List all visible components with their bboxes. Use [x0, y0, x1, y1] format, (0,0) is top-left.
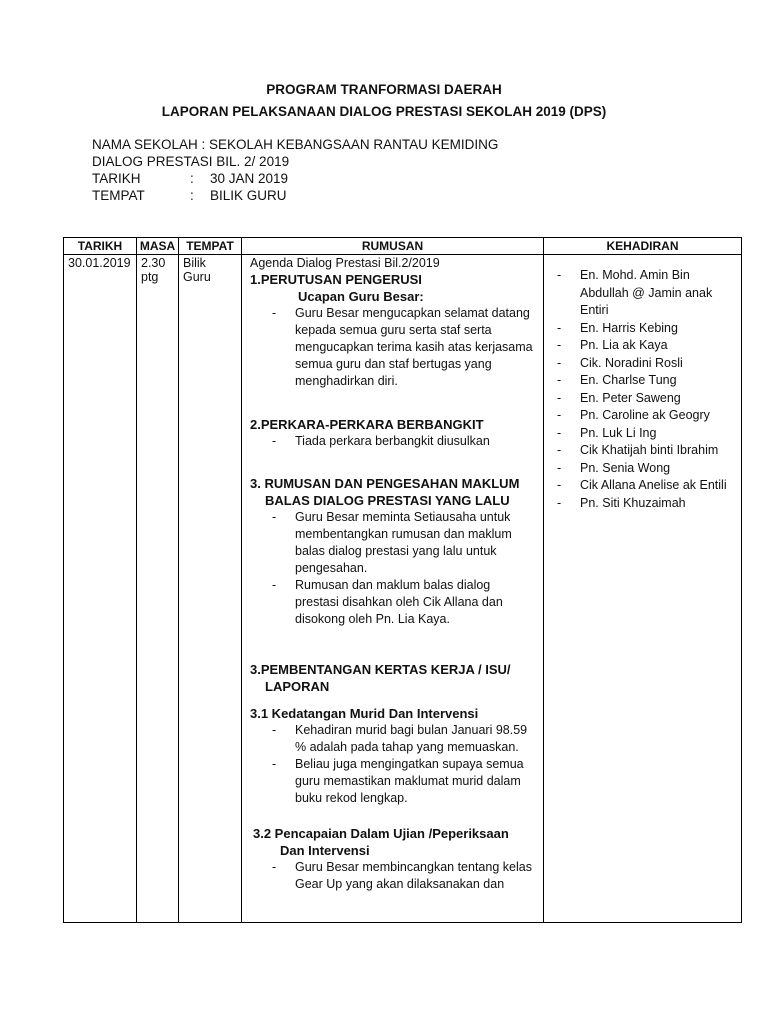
section-berbangkit-list: [250, 433, 537, 450]
list-item: - En. Harris Kebing: [557, 320, 678, 335]
header-masa: MASA: [137, 238, 179, 255]
list-item: - Tiada perkara berbangkit diusulkan: [272, 434, 490, 448]
list-item: - Guru Besar meminta Setiausaha untuk membentangkan rumusan dan maklum balas dialog prestasi yang lalu untuk pengesahan.: [272, 510, 512, 575]
date-line: [92, 171, 288, 186]
document-subtitle: LAPORAN PELAKSANAAN DIALOG PRESTASI SEKOLAH 2019 (DPS): [161, 104, 607, 119]
attendance-list: [548, 267, 737, 512]
school-name: NAMA SEKOLAH : SEKOLAH KEBANGSAAN RANTAU KEMIDING: [92, 137, 499, 152]
list-item: - Beliau juga mengingatkan supaya semua guru memastikan maklumat murid dalam buku rekod lengkap.: [272, 757, 524, 805]
header-tarikh: TARIKH: [64, 238, 137, 255]
header-rumusan: RUMUSAN: [242, 238, 544, 255]
section-ucapan-subheading: Ucapan Guru Besar:: [298, 289, 424, 304]
section-berbangkit-heading: 2.PERKARA-PERKARA BERBANGKIT: [250, 417, 484, 432]
list-item: - Pn. Luk Li Ing: [557, 425, 657, 440]
cell-tarikh: 30.01.2019: [64, 255, 137, 923]
list-item: - En. Charlse Tung: [557, 373, 677, 387]
report-table: [63, 237, 742, 923]
section-pencapaian-list: [250, 859, 537, 893]
dialog-number: DIALOG PRESTASI BIL. 2/ 2019: [92, 154, 290, 169]
list-item: - Pn. Lia ak Kaya: [557, 338, 668, 352]
table-header-row: [64, 238, 742, 255]
place-label: TEMPAT: [92, 188, 145, 203]
section-pembentangan-heading-cont: LAPORAN: [265, 679, 330, 694]
section-rumusan-heading: 3. RUMUSAN DAN PENGESAHAN MAKLUM: [250, 476, 520, 491]
header-kehadiran: KEHADIRAN: [544, 238, 742, 255]
section-pembentangan-heading: 3.PEMBENTANGAN KERTAS KERJA / ISU/: [250, 662, 511, 677]
list-item: - Guru Besar mengucapkan selamat datang kepada semua guru serta staf serta mengucapkan terima kasih atas kerjasama semua guru dan staf bertugas yang menghadirkan diri.: [272, 306, 533, 388]
list-item: - En. Mohd. Amin Bin Abdullah @ Jamin anak Entiri: [557, 268, 713, 317]
date-label: TARIKH: [92, 171, 141, 186]
list-item: - Pn. Siti Khuzaimah: [557, 495, 686, 510]
colon: :: [190, 188, 194, 203]
list-item: - Rumusan dan maklum balas dialog prestasi disahkan oleh Cik Allana dan disokong oleh Pn. Lia Kaya.: [272, 578, 503, 626]
agenda-line: Agenda Dialog Prestasi Bil.2/2019: [250, 256, 440, 270]
place-value: BILIK GURU: [210, 188, 287, 203]
list-item: - Kehadiran murid bagi bulan Januari 98.59 % adalah pada tahap yang memuaskan.: [272, 723, 528, 754]
cell-kehadiran: [544, 255, 742, 923]
list-item: - Cik Khatijah binti Ibrahim: [557, 443, 719, 457]
table-row: [64, 255, 742, 923]
header-tempat: TEMPAT: [179, 238, 242, 255]
section-kedatangan-list: [250, 722, 537, 807]
list-item: - Guru Besar membincangkan tentang kelas Gear Up yang akan dilaksanakan dan: [272, 860, 532, 891]
cell-rumusan: [242, 255, 544, 923]
list-item: - Pn. Senia Wong: [557, 460, 671, 475]
section-pencapaian-heading-cont: Dan Intervensi: [280, 843, 370, 858]
cell-tempat: Bilik Guru: [179, 255, 242, 923]
cell-masa: 2.30 ptg: [137, 255, 179, 923]
place-line: [92, 188, 287, 203]
section-kedatangan-heading: 3.1 Kedatangan Murid Dan Intervensi: [250, 706, 479, 721]
section-rumusan-heading-cont: BALAS DIALOG PRESTASI YANG LALU: [265, 493, 510, 508]
list-item: - En. Peter Saweng: [557, 390, 681, 405]
section-rumusan-list: [250, 509, 537, 628]
section-pencapaian-heading: 3.2 Pencapaian Dalam Ujian /Peperiksaan: [253, 826, 509, 841]
section-perutusan-list: [250, 305, 537, 390]
document-title: PROGRAM TRANFORMASI DAERAH: [266, 82, 502, 97]
list-item: - Cik Allana Anelise ak Entili: [557, 478, 727, 492]
date-value: 30 JAN 2019: [210, 171, 289, 186]
section-perutusan-heading: 1.PERUTUSAN PENGERUSI: [250, 272, 422, 287]
list-item: - Pn. Caroline ak Geogry: [557, 408, 710, 422]
colon: :: [190, 171, 194, 186]
list-item: - Cik. Noradini Rosli: [557, 355, 683, 370]
